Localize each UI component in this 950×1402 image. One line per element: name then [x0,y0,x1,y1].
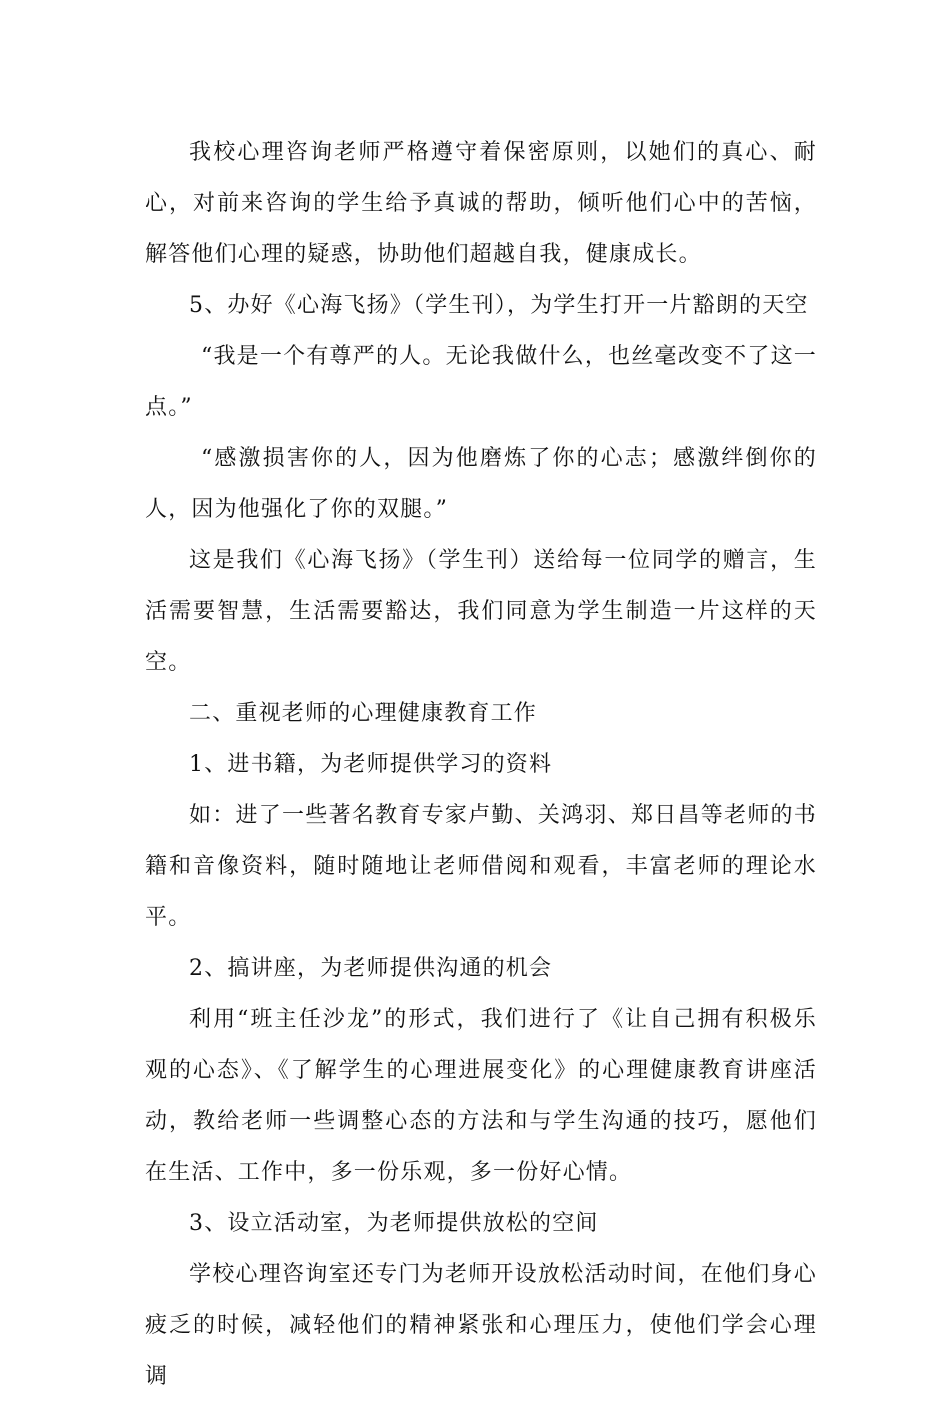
paragraph-books-detail: 如：进了一些著名教育专家卢勤、关鸿羽、郑日昌等老师的书籍和音像资料，随时随地让老师借阅和观看，丰富老师的理论水平。 [145,803,817,930]
heading-books: 1、进书籍，为老师提供学习的资料 [189,752,553,777]
heading-activity-room: 3、设立活动室，为老师提供放松的空间 [189,1211,599,1236]
paragraph-counselor-confidentiality: 我校心理咨询老师严格遵守着保密原则，以她们的真心、耐心，对前来咨询的学生给予真诚的帮助，倾听他们心中的苦恼，解答他们心理的疑惑，协助他们超越自我，健康成长。 [145,140,817,267]
quote-dignity: “我是一个有尊严的人。无论我做什么，也丝毫改变不了这一点。” [145,344,817,420]
paragraph-lectures-detail: 利用“班主任沙龙”的形式，我们进行了《让自己拥有积极乐观的心态》、《了解学生的心理进展变化》的心理健康教育讲座活动，教给老师一些调整心态的方法和与学生沟通的技巧，愿他们在生活、工作中，多一份乐观，多一份好心情。 [145,1007,817,1185]
document-body [145,127,817,1402]
paragraph-activity-room-detail: 学校心理咨询室还专门为老师开设放松活动时间，在他们身心疲乏的时候，减轻他们的精神紧张和心理压力，使他们学会心理调 [145,1262,817,1389]
heading-lectures: 2、搞讲座，为老师提供沟通的机会 [189,956,553,981]
quote-gratitude: “感激损害你的人，因为他磨炼了你的心志；感激绊倒你的人，因为他强化了你的双腿。” [145,446,817,522]
paragraph-magazine-motto: 这是我们《心海飞扬》（学生刊）送给每一位同学的赠言，生活需要智慧，生活需要豁达，我们同意为学生制造一片这样的天空。 [145,548,817,675]
heading-student-magazine: 5、办好《心海飞扬》（学生刊），为学生打开一片豁朗的天空 [189,293,809,318]
heading-teacher-mental-health: 二、重视老师的心理健康教育工作 [189,701,538,726]
